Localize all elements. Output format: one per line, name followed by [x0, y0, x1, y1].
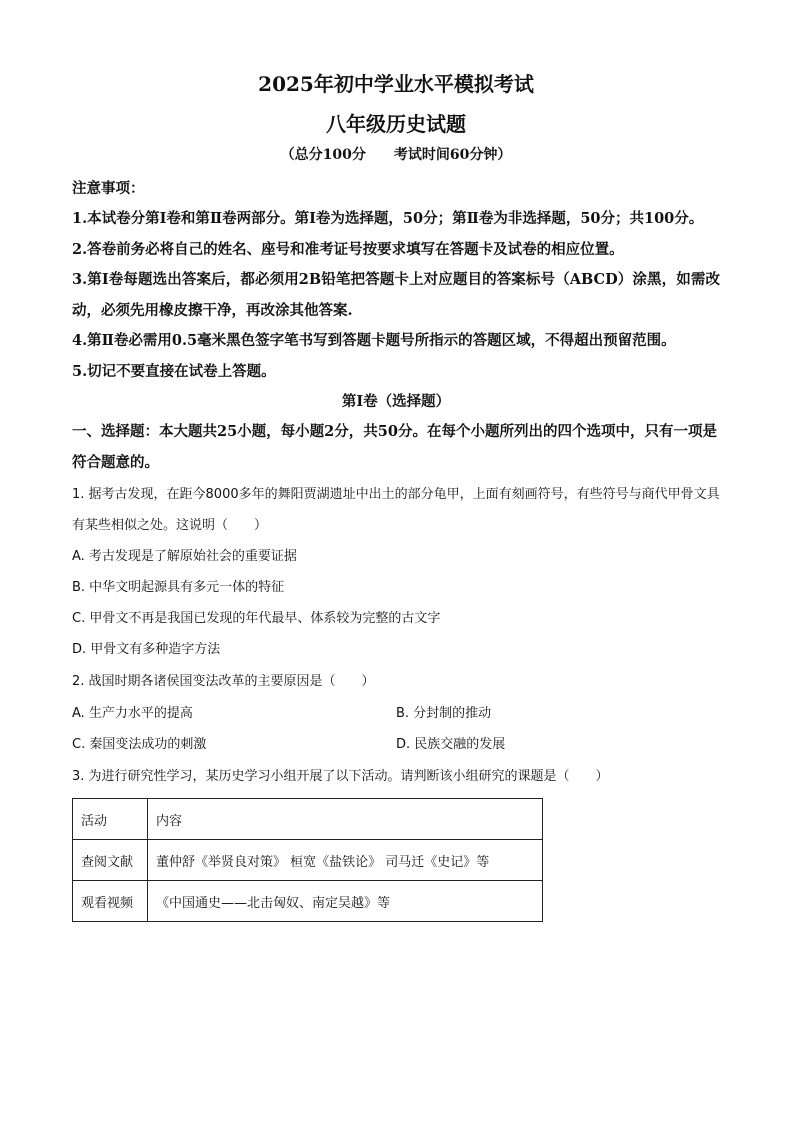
exam-page — [72, 68, 720, 922]
notice-item-2: 2.答卷前务必将自己的姓名、座号和准考证号按要求填写在答题卡及试卷的相应位置。 — [72, 240, 624, 258]
question-2-option-a: A. 生产力水平的提高 — [72, 705, 193, 721]
question-1-option-c: C. 甲骨文不再是我国已发现的年代最早、体系较为完整的古文字 — [72, 611, 441, 626]
question-1-option-d: D. 甲骨文有多种造字方法 — [72, 642, 221, 657]
table-cell: 查阅文献 — [73, 840, 148, 881]
table-cell: 《中国通史——北击匈奴、南定吴越》等 — [148, 881, 543, 922]
question-1-stem: 1. 据考古发现，在距今8000多年的舞阳贾湖遗址中出土的部分龟甲，上面有刻画符号，有些符号与商代甲骨文具有某些相似之处。这说明（ ） — [72, 487, 720, 533]
exam-title: 2025年初中学业水平模拟考试 — [258, 72, 534, 96]
notice-item-4: 4.第Ⅱ卷必需用0.5毫米黑色签字笔书写到答题卡题号所指示的答题区域，不得超出预留范围。 — [72, 332, 676, 349]
question-3-stem: 3. 为进行研究性学习，某历史学习小组开展了以下活动。请判断该小组研究的课题是（ ） — [72, 768, 609, 784]
notice-item-5: 5.切记不要直接在试卷上答题。 — [72, 362, 276, 380]
score-time-note: （总分100分 考试时间60分钟） — [280, 147, 512, 163]
notice-heading: 注意事项： — [72, 180, 145, 197]
question-2-option-d: D. 民族交融的发展 — [396, 736, 506, 752]
question-1-option-a: A. 考古发现是了解原始社会的重要证据 — [72, 549, 297, 564]
question-1-option-b: B. 中华文明起源具有多元一体的特征 — [72, 580, 285, 595]
notice-item-1: 1.本试卷分第Ⅰ卷和第Ⅱ卷两部分。第Ⅰ卷为选择题，50分；第Ⅱ卷为非选择题，50分；共100分。 — [72, 210, 704, 227]
table-row — [73, 840, 543, 881]
question-2-options-row-2 — [72, 729, 720, 760]
table-row — [73, 799, 543, 840]
part1-title: 第Ⅰ卷（选择题） — [341, 393, 451, 410]
table-cell: 观看视频 — [73, 881, 148, 922]
notice-item-3: 3.第Ⅰ卷每题选出答案后，都必须用2B铅笔把答题卡上对应题目的答案标号（ABCD）涂黑，如需改动，必须先用橡皮擦干净，再改涂其他答案. — [72, 271, 720, 319]
question-2-stem: 2. 战国时期各诸侯国变法改革的主要原因是（ ） — [72, 674, 375, 689]
table-header-cell: 活动 — [73, 799, 148, 840]
part1-intro: 一、选择题：本大题共25小题，每小题2分，共50分。在每个小题所列出的四个选项中，只有一项是符合题意的。 — [72, 423, 717, 471]
question-2-options-row-1 — [72, 698, 720, 729]
question-2-option-b: B. 分封制的推动 — [396, 705, 492, 721]
question-2-option-c: C. 秦国变法成功的刺激 — [72, 736, 207, 752]
question-3-activity-table — [72, 798, 543, 922]
table-row — [73, 881, 543, 922]
table-header-cell: 内容 — [148, 799, 543, 840]
table-cell: 董仲舒《举贤良对策》 桓宽《盐铁论》 司马迁《史记》等 — [148, 840, 543, 881]
exam-subtitle: 八年级历史试题 — [326, 112, 466, 136]
